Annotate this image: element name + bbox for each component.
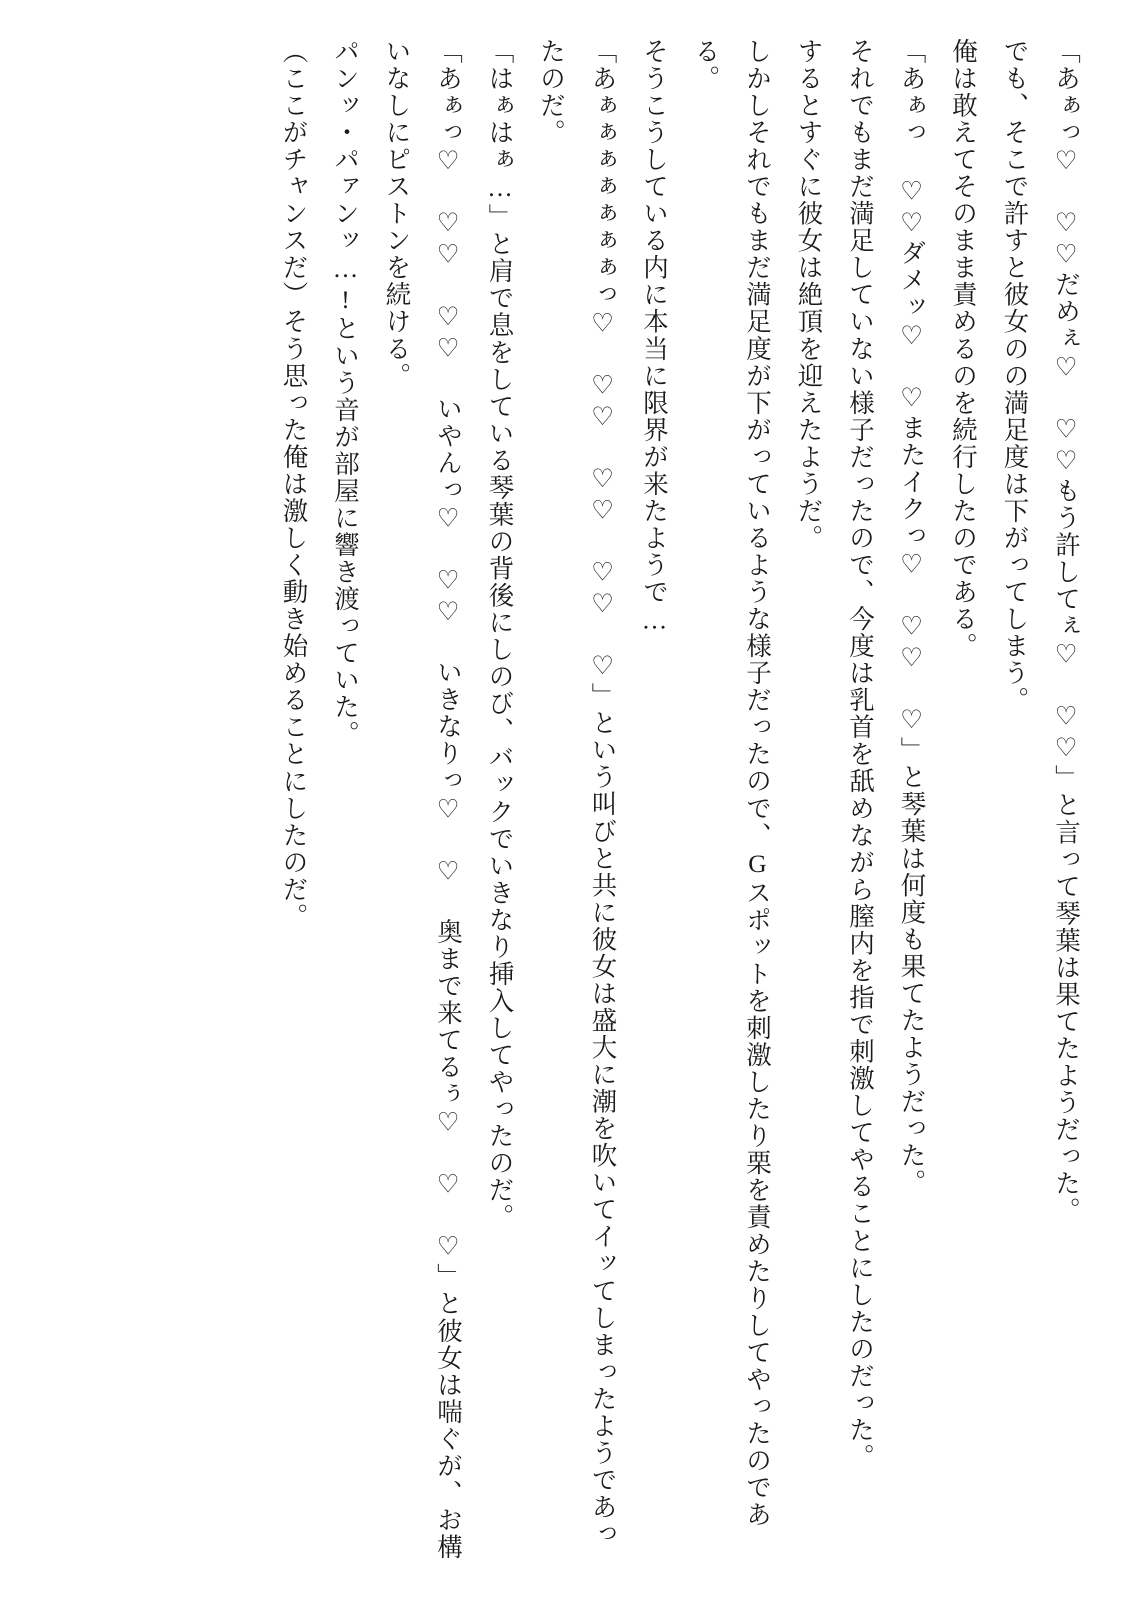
vertical-text-body	[38, 38, 1092, 1573]
paragraph: それでもまだ満足していない様子だったので、今度は乳首を舐めながら膣内を指で刺激してやることにしたのだった。	[846, 38, 875, 1471]
paragraph: 「はぁはぁ…」と肩で息をしている琴葉の背後にしのび、バックでいきなり挿入してやったのだ。	[485, 38, 515, 1231]
paragraph: 俺は敢えてそのまま責めるのを続行したのである。	[949, 38, 978, 660]
paragraph: 「あぁぁぁぁぁぁぁっ♡ ♡♡ ♡♡ ♡♡ ♡」という叫びと共に彼女は盛大に潮を吹いてイッてしまったようであったのだ。	[537, 38, 618, 1548]
paragraph: するとすぐに彼女は絶頂を迎えたようだ。	[794, 38, 824, 552]
paragraph: 「あぁっ ♡♡ダメッ♡ ♡またイクっ♡ ♡♡ ♡」と琴葉は何度も果てたようだった。	[897, 38, 927, 1197]
paragraph: そうこうしている内に本当に限界が来たようで…	[640, 38, 669, 637]
paragraph: 「あぁっ♡ ♡♡だめぇ♡ ♡♡もう許してぇ♡ ♡♡」と言って琴葉は果てたようだった。	[1052, 38, 1081, 1225]
paragraph: 「あぁっ♡ ♡♡ ♡♡ いやんっ♡ ♡♡ いきなりっ♡ ♡ 奥まで来てるぅ♡ ♡ ♡」と彼女は喘ぐが、お構いなしにピストンを続ける。	[382, 38, 463, 1561]
paragraph: （ここがチャンスだ）そう思った俺は激しく動き始めることにしたのだ。	[279, 38, 309, 930]
paragraph: しかしそれでもまだ満足度が下がっているような様子だったので、Gスポットを刺激したり栗を責めたりしてやったのである。	[691, 38, 772, 1529]
paragraph: パンッ･パァンッ…!という音が部屋に響き渡っていた。	[331, 38, 360, 748]
paragraph: でも、そこで許すと彼女のの満足度は下がってしまう。	[1000, 38, 1030, 714]
